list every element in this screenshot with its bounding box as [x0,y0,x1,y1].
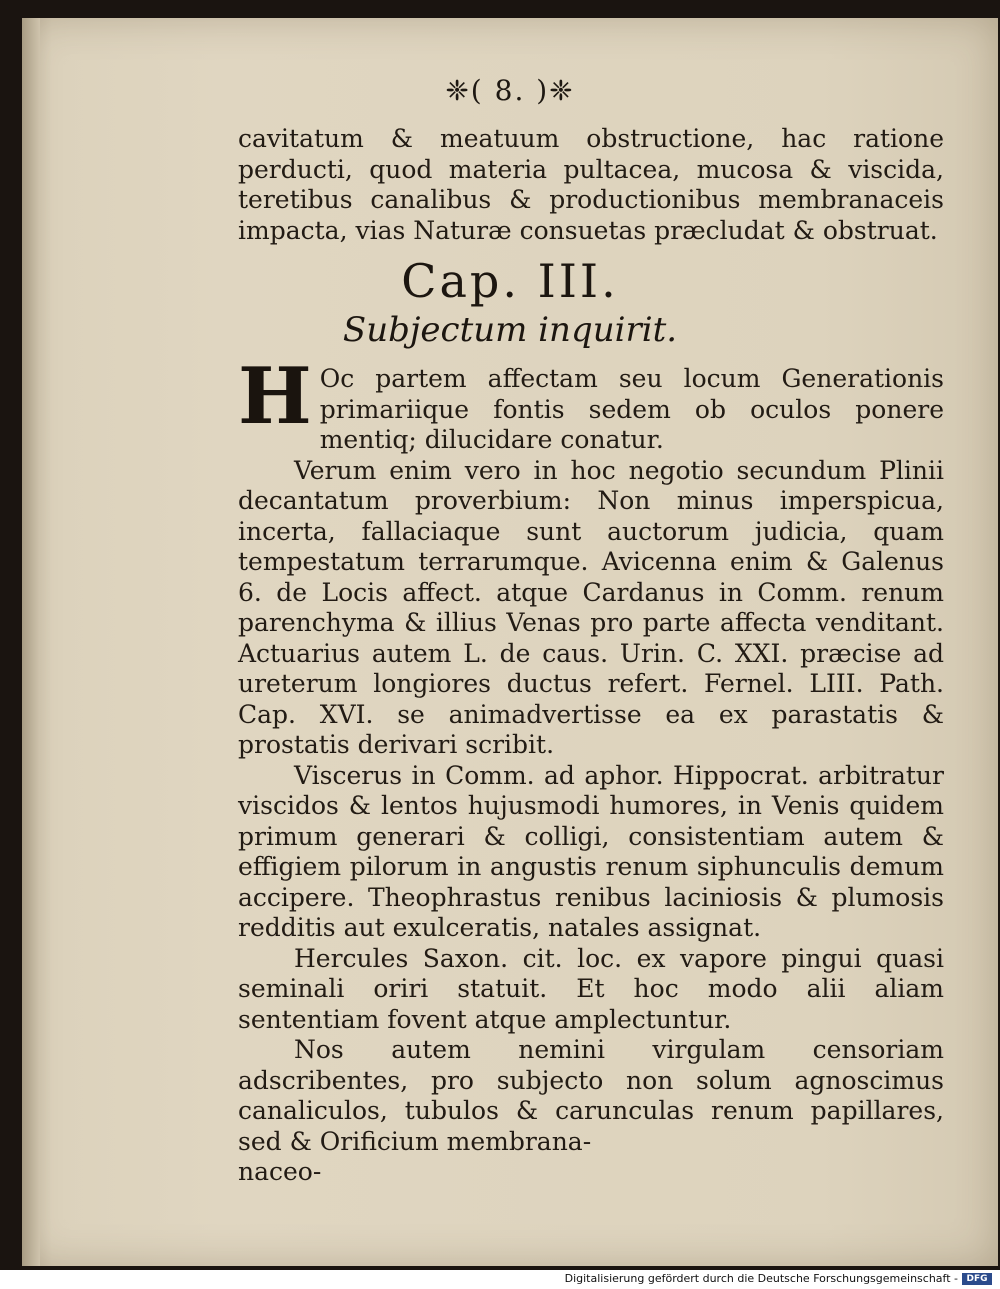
funding-credit: Digitalisierung gefördert durch die Deutsche Forschungsgemeinschaft - [564,1272,958,1285]
dfg-logo: DFG [962,1273,992,1285]
paragraph-1 [238,351,944,456]
drop-cap: H [238,351,312,442]
chapter-subtitle: Subjectum inquirit. [342,310,678,350]
digitization-footer [0,1270,1000,1289]
paragraph-1-text: Oc partem affectam seu locum Generationis primariique fontis sedem ob oculos ponere mentiq; dilucidare conatur. [319,364,944,454]
page-number-header: ❈( 8. )❈ [445,74,575,107]
paragraph-5: Nos autem nemini virgulam censoriam adscribentes, pro subjecto non solum agnoscimus canaliculos, tubulos & carunculas renum papillares, sed & Orificium membrana- [238,1035,944,1156]
paragraph-2: Verum enim vero in hoc negotio secundum Plinii decantatum proverbium: Non minus imperspicua, incerta, fallaciaque sunt auctorum judicia, quam tempestatum terrarumque. Avicenna enim & Galenus 6. de Locis affect. atque Cardanus in Comm. renum parenchyma & illius Venas pro parte affecta venditant. Actuarius autem L. de caus. Urin. C. XXI. præcise ad ureterum longiores ductus refert. Fernel. LIII. Path. Cap. XVI. se animadvertisse ea ex parastatis & prostatis derivari scribit. [238,455,944,759]
paragraph-3: Viscerus in Comm. ad aphor. Hippocrat. arbitratur viscidos & lentos hujusmodi humores, in Venis quidem primum generari & colligi, consistentiam autem & effigiem pilorum in angustis renum siphunculis demum accipere. Theophrastus renibus laciniosis & plumosis redditis aut exulceratis, natales assignat. [238,760,944,942]
book-page [22,18,998,1266]
continuation-paragraph: cavitatum & meatuum obstructione, hac ratione perducti, quod materia pultacea, mucosa & viscida, teretibus canalibus & productionibus membranaceis impacta, vias Naturæ consuetas præcludat & obstruat. [238,124,944,245]
chapter-title: Cap. III. [401,254,619,308]
page-gutter [22,18,40,1266]
paragraph-4: Hercules Saxon. cit. loc. ex vapore pingui quasi seminali oriri statuit. Et hoc modo alii aliam sententiam fovent atque amplectuntur. [238,943,944,1034]
continuation-text [238,124,944,246]
chapter-body [238,351,944,1188]
catchword: naceo- [238,1157,322,1186]
